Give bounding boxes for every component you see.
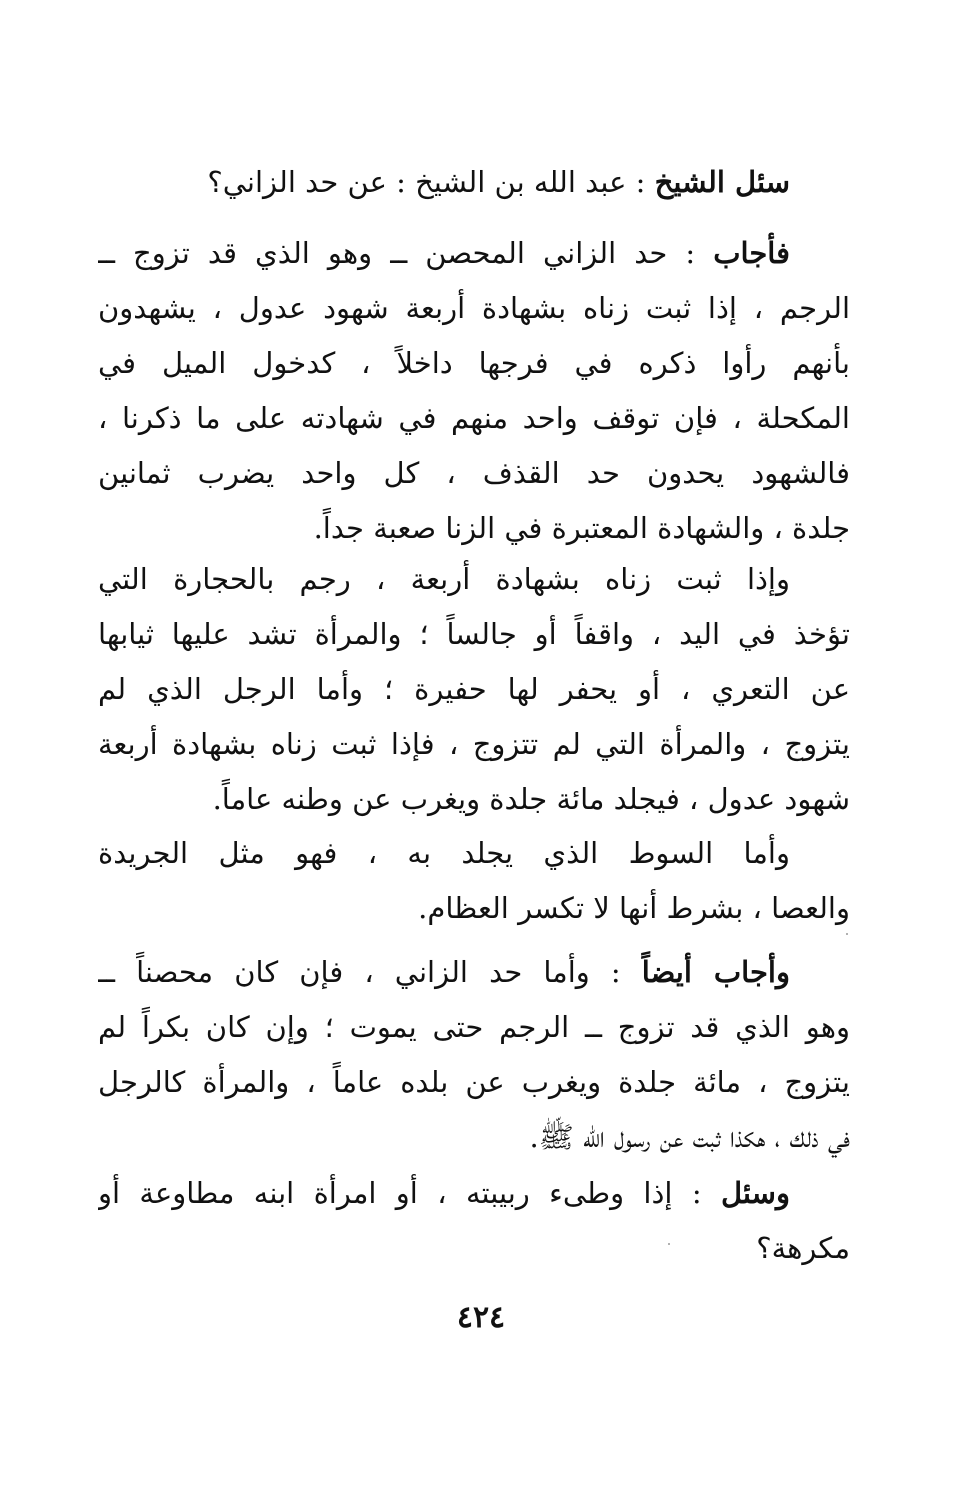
scan-speck [668, 1243, 670, 1245]
text-line: مكرهة؟ [756, 1231, 850, 1265]
text-line: شهود عدول ، فيجلد مائة جلدة ويغرب عن وطنه عاماً. [212, 782, 850, 816]
text-line: وأما السوط الذي يجلد به ، فهو مثل الجريدة [98, 836, 790, 870]
text-line: وإذا ثبت زناه بشهادة أربعة ، رجم بالحجارة التي [98, 562, 790, 596]
text-line: والعصا ، بشرط أنها لا تكسر العظام. [418, 891, 850, 925]
answer-paragraph-1 [98, 226, 850, 556]
text-line: وأجاب أيضاً : وأما حد الزاني ، فإن كان محصناً ــ [98, 955, 790, 989]
text-line: يتزوج ، والمرأة التي لم تتزوج ، فإذا ثبت زناه بشهادة أربعة [98, 727, 850, 761]
text-line: المكحلة ، فإن توقف واحد منهم في شهادته على ما ذكرنا ، [98, 401, 850, 435]
paragraph-3 [98, 826, 850, 936]
paragraph-2 [98, 552, 850, 827]
text-line: فالشهود يحدون حد القذف ، كل واحد يضرب ثمانين [98, 456, 850, 490]
answer-lead: فأجاب [713, 236, 790, 270]
answer-lead: وأجاب أيضاً [641, 955, 790, 989]
question-lead: سئل الشيخ [654, 165, 790, 199]
text-line: تؤخذ في اليد ، واقفاً أو جالساً ؛ والمرأة تشد عليها ثيابها [98, 617, 850, 651]
question-lead: وسئل [720, 1176, 790, 1210]
text-line: جلدة ، والشهادة المعتبرة في الزنا صعبة جداً. [313, 511, 850, 545]
text-line: الرجم ، إذا ثبت زناه بشهادة أربعة شهود عدول ، يشهدون [98, 291, 850, 325]
text-line: وهو الذي قد تزوج ــ الرجم حتى يموت ؛ وإن كان بكراً لم [98, 1010, 850, 1044]
answer-paragraph-2 [98, 945, 850, 1165]
page-number: ٤٢٤ [456, 1300, 506, 1335]
question-paragraph-1 [98, 155, 850, 210]
text-line: وسئل : إذا وطىء ربيبته ، أو امرأة ابنه مطاوعة أو [98, 1176, 790, 1210]
question-paragraph-2 [98, 1166, 850, 1276]
text-line: في ذلك ، هكذا ثبت عن رسول الله ﷺ. [529, 1120, 850, 1154]
text-line: بأنهم رأوا ذكره في فرجها داخلاً ، كدخول الميل في [98, 346, 850, 380]
scan-speck [846, 933, 848, 935]
text-line: عن التعري ، أو يحفر لها حفيرة ؛ وأما الرجل الذي لم [98, 672, 850, 706]
text-line: يتزوج ، مائة جلدة ويغرب عن بلده عاماً ، والمرأة كالرجل [98, 1065, 850, 1099]
question-line: سئل الشيخ : عبد الله بن الشيخ : عن حد الزاني؟ [207, 165, 790, 199]
text-line: فأجاب : حد الزاني المحصن ــ وهو الذي قد تزوج ــ [98, 236, 790, 270]
